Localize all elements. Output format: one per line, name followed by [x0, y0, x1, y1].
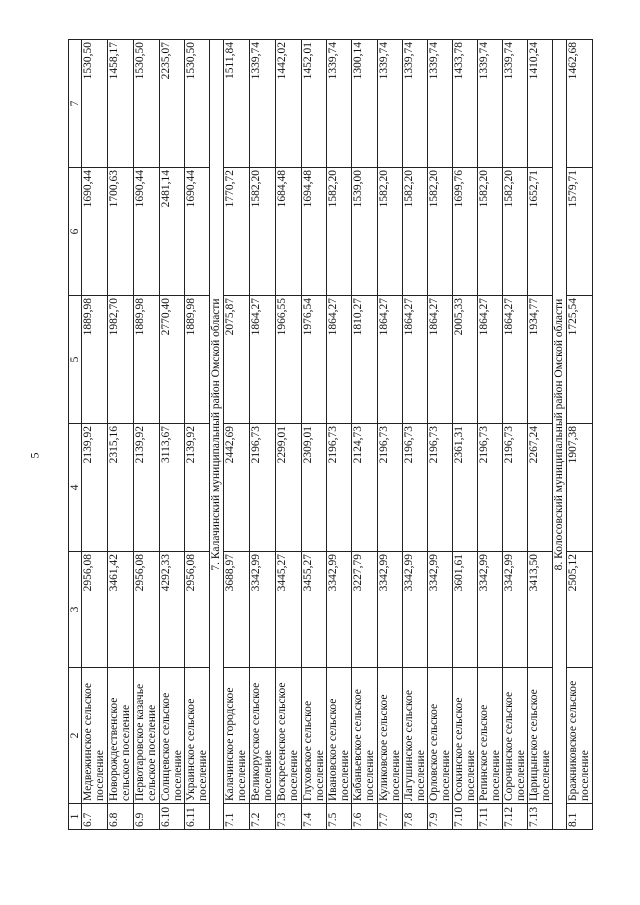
table-row	[403, 40, 428, 830]
row-number-cell: 6.10	[160, 804, 185, 830]
settlement-name-cell: Украинское сельское поселение	[185, 668, 210, 804]
header-cell: 5	[69, 296, 82, 424]
value-cell: 1582,20	[250, 168, 276, 296]
table-row	[478, 40, 503, 830]
value-cell: 3342,99	[403, 552, 428, 668]
value-cell: 1442,02	[276, 40, 302, 168]
value-cell: 2956,08	[82, 552, 108, 668]
row-number-cell: 7.12	[503, 804, 528, 830]
settlement-name-cell: Осокинское сельское поселение	[453, 668, 478, 804]
value-cell: 2139,92	[134, 424, 160, 552]
value-cell: 2075,87	[224, 296, 250, 424]
value-cell: 1582,20	[478, 168, 503, 296]
settlement-name-cell: Солнцевское сельское поселение	[160, 668, 185, 804]
rotated-table-container	[68, 40, 593, 830]
value-cell: 1339,74	[250, 40, 276, 168]
table-row	[327, 40, 352, 830]
settlement-name-cell: Орловское сельское поселение	[428, 668, 453, 804]
value-cell: 3113,67	[160, 424, 185, 552]
table-row	[428, 40, 453, 830]
value-cell: 1458,17	[108, 40, 134, 168]
value-cell: 1582,20	[503, 168, 528, 296]
settlement-name-cell: Глуховское сельское поселение	[302, 668, 327, 804]
settlement-name-cell: Кабаньевское сельское поселение	[352, 668, 378, 804]
value-cell: 1690,44	[185, 168, 210, 296]
row-number-cell: 6.8	[108, 804, 134, 830]
value-cell: 3688,97	[224, 552, 250, 668]
settlement-name-cell: Сорочинское сельское поселение	[503, 668, 528, 804]
value-cell: 1452,01	[302, 40, 327, 168]
row-number-cell: 6.11	[185, 804, 210, 830]
section-row	[210, 40, 224, 830]
row-number-cell: 7.5	[327, 804, 352, 830]
table-row	[224, 40, 250, 830]
value-cell: 1582,20	[403, 168, 428, 296]
table-row	[160, 40, 185, 830]
value-cell: 1433,78	[453, 40, 478, 168]
table-row	[528, 40, 553, 830]
header-row	[69, 40, 82, 830]
value-cell: 2196,73	[327, 424, 352, 552]
table-body	[69, 40, 593, 830]
value-cell: 3342,99	[378, 552, 403, 668]
page-number: 5	[27, 452, 42, 459]
value-cell: 2956,08	[134, 552, 160, 668]
value-cell: 1690,44	[134, 168, 160, 296]
value-cell: 1339,74	[327, 40, 352, 168]
value-cell: 1511,84	[224, 40, 250, 168]
value-cell: 1300,14	[352, 40, 378, 168]
value-cell: 1339,74	[378, 40, 403, 168]
value-cell: 2309,01	[302, 424, 327, 552]
value-cell: 2196,73	[250, 424, 276, 552]
value-cell: 2124,73	[352, 424, 378, 552]
value-cell: 1339,74	[428, 40, 453, 168]
value-cell: 1694,48	[302, 168, 327, 296]
row-number-cell: 7.2	[250, 804, 276, 830]
value-cell: 1889,98	[185, 296, 210, 424]
header-cell: 2	[69, 668, 82, 804]
tariff-table	[68, 39, 593, 830]
value-cell: 1864,27	[403, 296, 428, 424]
value-cell: 1864,27	[478, 296, 503, 424]
header-cell: 7	[69, 40, 82, 168]
value-cell: 2315,16	[108, 424, 134, 552]
value-cell: 3342,99	[250, 552, 276, 668]
value-cell: 1582,20	[378, 168, 403, 296]
value-cell: 3461,42	[108, 552, 134, 668]
row-number-cell: 7.6	[352, 804, 378, 830]
value-cell: 3342,99	[428, 552, 453, 668]
row-number-cell: 7.7	[378, 804, 403, 830]
row-number-cell: 7.11	[478, 804, 503, 830]
value-cell: 1339,74	[503, 40, 528, 168]
table-row	[108, 40, 134, 830]
value-cell: 1934,77	[528, 296, 553, 424]
value-cell: 1864,27	[378, 296, 403, 424]
value-cell: 3342,99	[503, 552, 528, 668]
value-cell: 1530,50	[82, 40, 108, 168]
section-row	[553, 40, 567, 830]
value-cell: 2196,73	[378, 424, 403, 552]
value-cell: 1700,63	[108, 168, 134, 296]
settlement-name-cell: Бражниковское сельское поселение	[567, 668, 593, 804]
value-cell: 3342,99	[327, 552, 352, 668]
settlement-name-cell: Новорождественское сельское поселение	[108, 668, 134, 804]
row-number-cell: 7.3	[276, 804, 302, 830]
row-number-cell: 6.7	[82, 804, 108, 830]
row-number-cell: 7.10	[453, 804, 478, 830]
value-cell: 4292,33	[160, 552, 185, 668]
row-number-cell: 6.9	[134, 804, 160, 830]
value-cell: 2196,73	[503, 424, 528, 552]
value-cell: 2139,92	[82, 424, 108, 552]
table-row	[352, 40, 378, 830]
settlement-name-cell: Ивановское сельское поселение	[327, 668, 352, 804]
value-cell: 1864,27	[428, 296, 453, 424]
value-cell: 1907,38	[567, 424, 593, 552]
row-number-cell: 7.13	[528, 804, 553, 830]
value-cell: 3455,27	[302, 552, 327, 668]
table-row	[302, 40, 327, 830]
settlement-name-cell: Воскресенское сельское поселение	[276, 668, 302, 804]
value-cell: 3227,79	[352, 552, 378, 668]
value-cell: 1539,00	[352, 168, 378, 296]
value-cell: 1810,27	[352, 296, 378, 424]
value-cell: 1530,50	[185, 40, 210, 168]
value-cell: 1339,74	[403, 40, 428, 168]
table-row	[185, 40, 210, 830]
value-cell: 2361,31	[453, 424, 478, 552]
value-cell: 1690,44	[82, 168, 108, 296]
value-cell: 1530,50	[134, 40, 160, 168]
value-cell: 3445,27	[276, 552, 302, 668]
value-cell: 1582,20	[327, 168, 352, 296]
value-cell: 3601,61	[453, 552, 478, 668]
header-cell: 6	[69, 168, 82, 296]
value-cell: 1339,74	[478, 40, 503, 168]
header-cell: 4	[69, 424, 82, 552]
value-cell: 1582,20	[428, 168, 453, 296]
header-cell: 3	[69, 552, 82, 668]
value-cell: 2005,33	[453, 296, 478, 424]
value-cell: 2196,73	[403, 424, 428, 552]
value-cell: 1889,98	[82, 296, 108, 424]
value-cell: 1410,24	[528, 40, 553, 168]
settlement-name-cell: Медвежинское сельское поселение	[82, 668, 108, 804]
value-cell: 1725,54	[567, 296, 593, 424]
value-cell: 1770,72	[224, 168, 250, 296]
value-cell: 1684,48	[276, 168, 302, 296]
value-cell: 1699,76	[453, 168, 478, 296]
value-cell: 2139,92	[185, 424, 210, 552]
table-row	[503, 40, 528, 830]
settlement-name-cell: Калачинское городское поселение	[224, 668, 250, 804]
settlement-name-cell: Куликовское сельское поселение	[378, 668, 403, 804]
row-number-cell: 7.8	[403, 804, 428, 830]
value-cell: 2267,24	[528, 424, 553, 552]
table-row	[250, 40, 276, 830]
value-cell: 1864,27	[327, 296, 352, 424]
value-cell: 1976,54	[302, 296, 327, 424]
settlement-name-cell: Лагушинское сельское поселение	[403, 668, 428, 804]
table-row	[134, 40, 160, 830]
row-number-cell: 8.1	[567, 804, 593, 830]
value-cell: 2481,14	[160, 168, 185, 296]
row-number-cell: 7.4	[302, 804, 327, 830]
value-cell: 1889,98	[134, 296, 160, 424]
value-cell: 1652,71	[528, 168, 553, 296]
value-cell: 2235,07	[160, 40, 185, 168]
settlement-name-cell: Репинское сельское поселение	[478, 668, 503, 804]
value-cell: 2196,73	[428, 424, 453, 552]
header-cell: 1	[69, 804, 82, 830]
settlement-name-cell: Первотаровское казачье сельское поселение	[134, 668, 160, 804]
value-cell: 2770,40	[160, 296, 185, 424]
value-cell: 2196,73	[478, 424, 503, 552]
row-number-cell: 7.9	[428, 804, 453, 830]
table-row	[567, 40, 593, 830]
value-cell: 1462,68	[567, 40, 593, 168]
table-row	[82, 40, 108, 830]
value-cell: 2442,69	[224, 424, 250, 552]
value-cell: 1579,71	[567, 168, 593, 296]
section-title: 8. Колосовский муниципальный район Омской области	[553, 40, 567, 830]
settlement-name-cell: Великорусское сельское поселение	[250, 668, 276, 804]
table-row	[276, 40, 302, 830]
value-cell: 1982,70	[108, 296, 134, 424]
value-cell: 2299,01	[276, 424, 302, 552]
value-cell: 1864,27	[250, 296, 276, 424]
table-row	[453, 40, 478, 830]
table-row	[378, 40, 403, 830]
value-cell: 1966,55	[276, 296, 302, 424]
settlement-name-cell: Царицынское сельское поселение	[528, 668, 553, 804]
value-cell: 1864,27	[503, 296, 528, 424]
row-number-cell: 7.1	[224, 804, 250, 830]
section-title: 7. Калачинский муниципальный район Омской области	[210, 40, 224, 830]
value-cell: 3413,50	[528, 552, 553, 668]
value-cell: 3342,99	[478, 552, 503, 668]
value-cell: 2956,08	[185, 552, 210, 668]
value-cell: 2505,12	[567, 552, 593, 668]
